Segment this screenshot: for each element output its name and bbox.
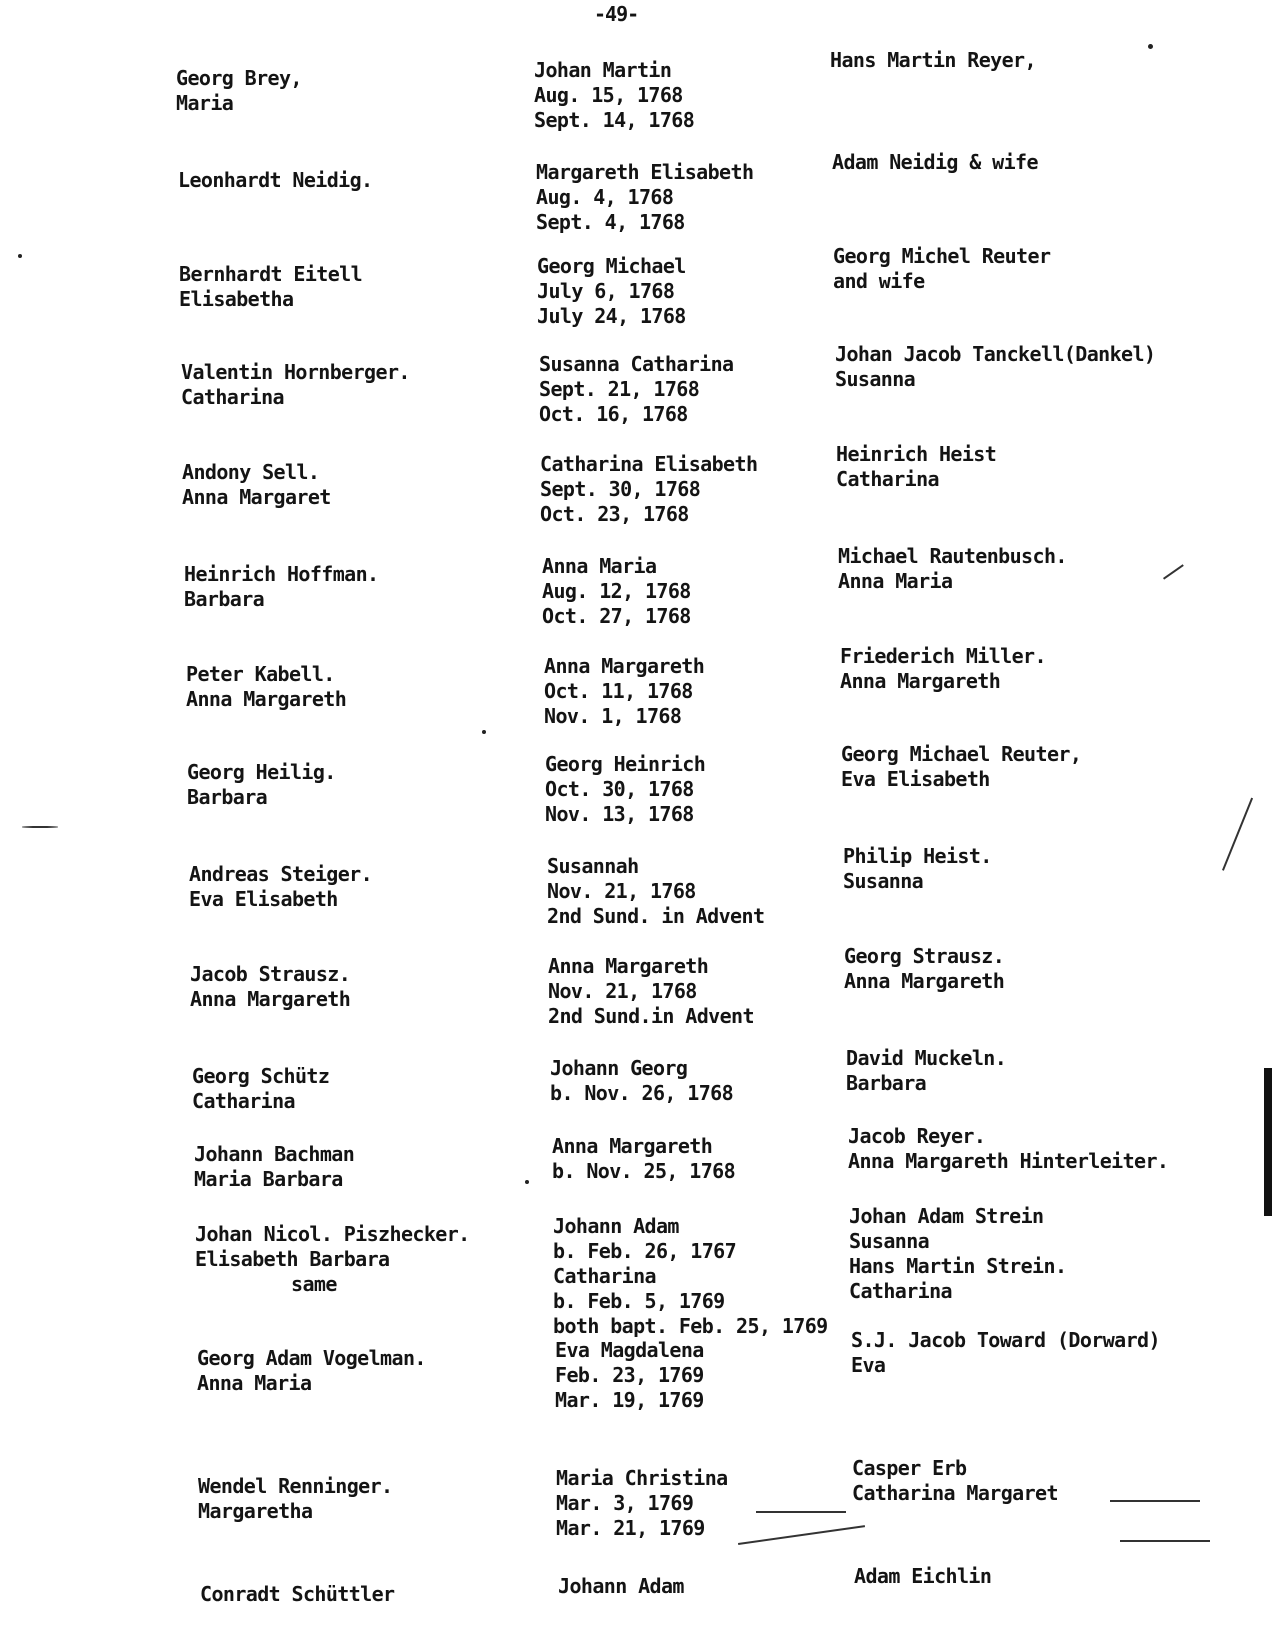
parent-name: Barbara: [187, 785, 268, 809]
sponsor-name: Friederich Miller.: [840, 644, 1046, 668]
sponsors-cell: [841, 742, 1081, 792]
scan-speck: [525, 1180, 529, 1184]
page-number: -49-: [594, 2, 639, 26]
child-cell: [558, 1574, 684, 1599]
child-line: July 24, 1768: [537, 304, 686, 328]
sponsors-cell: [835, 342, 1155, 392]
parent-name: Bernhardt Eitell: [179, 262, 363, 286]
child-line: both bapt. Feb. 25, 1769: [553, 1314, 828, 1338]
connector-line: [1120, 1540, 1210, 1542]
child-line: Sept. 14, 1768: [534, 108, 695, 132]
parent-name: Anna Margareth: [190, 987, 351, 1011]
parents-cell: [187, 760, 336, 810]
parent-name: Georg Brey,: [176, 66, 302, 90]
sponsor-name: Heinrich Heist: [836, 442, 997, 466]
scan-speck: [1148, 44, 1153, 49]
sponsor-name: Georg Michael Reuter,: [841, 742, 1082, 766]
sponsor-name: Hans Martin Reyer,: [830, 48, 1036, 72]
child-line: Johann Adam: [553, 1214, 679, 1238]
parent-name: Georg Adam Vogelman.: [197, 1346, 426, 1370]
child-line: Margareth Elisabeth: [536, 160, 754, 184]
scan-stroke: [22, 826, 58, 828]
parent-name: Anna Margareth: [186, 687, 347, 711]
parent-name: Barbara: [184, 587, 265, 611]
scan-edge-mark: [1264, 1068, 1272, 1216]
parent-name: Catharina: [181, 385, 284, 409]
child-line: Feb. 23, 1769: [555, 1363, 704, 1387]
sponsors-cell: [836, 442, 996, 492]
parent-name: Eva Elisabeth: [189, 887, 338, 911]
child-line: Catharina: [553, 1264, 656, 1288]
scan-stroke: [1163, 564, 1184, 579]
sponsor-name: David Muckeln.: [846, 1046, 1007, 1070]
parent-name: Catharina: [192, 1089, 295, 1113]
child-cell: [540, 452, 757, 527]
sponsor-name: and wife: [833, 269, 925, 293]
parent-name: Margaretha: [198, 1499, 313, 1523]
child-line: Catharina Elisabeth: [540, 452, 758, 476]
child-line: Anna Maria: [542, 554, 657, 578]
child-line: Anna Margareth: [544, 654, 705, 678]
parent-name: Peter Kabell.: [186, 662, 335, 686]
parent-name: Anna Maria: [197, 1371, 312, 1395]
sponsor-name: Michael Rautenbusch.: [838, 544, 1067, 568]
child-line: Nov. 1, 1768: [544, 704, 682, 728]
child-line: Nov. 21, 1768: [547, 879, 696, 903]
sponsor-name: Eva: [851, 1353, 886, 1377]
child-line: 2nd Sund.in Advent: [548, 1004, 754, 1028]
child-line: b. Feb. 5, 1769: [553, 1289, 725, 1313]
child-cell: [545, 752, 705, 827]
sponsor-name: Anna Margareth: [840, 669, 1001, 693]
parents-cell: [179, 262, 362, 312]
child-line: Aug. 12, 1768: [542, 579, 691, 603]
sponsors-cell: [832, 150, 1038, 175]
parent-name: Andony Sell.: [182, 460, 320, 484]
child-line: Oct. 16, 1768: [539, 402, 688, 426]
child-line: Sept. 30, 1768: [540, 477, 701, 501]
child-line: b. Nov. 25, 1768: [552, 1159, 736, 1183]
child-line: Eva Magdalena: [555, 1338, 704, 1362]
parent-name: Maria Barbara: [194, 1167, 343, 1191]
parent-name: Elisabetha: [179, 287, 294, 311]
sponsor-name: Catharina: [849, 1279, 952, 1303]
sponsors-cell: [838, 544, 1067, 594]
parent-name: Andreas Steiger.: [189, 862, 373, 886]
parents-cell: [194, 1142, 354, 1192]
parents-cell: [190, 962, 350, 1012]
parent-name: Conradt Schüttler: [200, 1582, 395, 1606]
sponsor-name: Barbara: [846, 1071, 927, 1095]
parents-cell: [181, 360, 410, 410]
child-cell: [534, 58, 694, 133]
sponsor-name: Eva Elisabeth: [841, 767, 990, 791]
child-line: Mar. 3, 1769: [556, 1491, 694, 1515]
parents-cell: [200, 1582, 395, 1607]
sponsor-name: Anna Maria: [838, 569, 953, 593]
parent-name: Georg Schütz: [192, 1064, 330, 1088]
sponsor-name: Anna Margareth: [844, 969, 1005, 993]
parents-cell: [198, 1474, 393, 1524]
sponsor-name: Catharina Margaret: [852, 1481, 1058, 1505]
parents-cell: [189, 862, 372, 912]
sponsors-cell: [844, 944, 1004, 994]
connector-line: [738, 1525, 865, 1544]
sponsor-name: Georg Michel Reuter: [833, 244, 1051, 268]
parent-name: Johan Nicol. Piszhecker.: [195, 1222, 470, 1246]
parent-name: same: [291, 1272, 337, 1296]
child-line: 2nd Sund. in Advent: [547, 904, 765, 928]
child-cell: [548, 954, 754, 1029]
connector-line: [1110, 1500, 1200, 1502]
parent-name: Valentin Hornberger.: [181, 360, 410, 384]
parents-cell: [178, 168, 373, 193]
child-line: July 6, 1768: [537, 279, 675, 303]
connector-line: [756, 1511, 846, 1513]
child-line: Johan Martin: [534, 58, 672, 82]
sponsors-cell: [843, 844, 992, 894]
scan-speck: [482, 730, 486, 734]
sponsor-name: Adam Eichlin: [854, 1564, 992, 1588]
parents-cell: [186, 662, 346, 712]
child-line: Oct. 23, 1768: [540, 502, 689, 526]
child-line: b. Nov. 26, 1768: [550, 1081, 734, 1105]
child-line: Nov. 13, 1768: [545, 802, 694, 826]
parent-name: Jacob Strausz.: [190, 962, 351, 986]
parents-cell: [197, 1346, 426, 1396]
sponsors-cell: [833, 244, 1050, 294]
child-cell: [556, 1466, 728, 1541]
child-line: Susanna Catharina: [539, 352, 734, 376]
sponsors-cell: [830, 48, 1036, 73]
child-cell: [537, 254, 686, 329]
parent-name: Leonhardt Neidig.: [178, 168, 373, 192]
sponsor-name: Johan Adam Strein: [849, 1204, 1044, 1228]
child-line: Johann Adam: [558, 1574, 684, 1598]
child-line: Sept. 21, 1768: [539, 377, 700, 401]
child-cell: [552, 1134, 735, 1184]
sponsor-name: Georg Strausz.: [844, 944, 1005, 968]
sponsors-cell: [854, 1564, 991, 1589]
child-cell: [544, 654, 704, 729]
sponsors-cell: [849, 1204, 1066, 1304]
sponsor-name: Catharina: [836, 467, 939, 491]
child-line: Sept. 4, 1768: [536, 210, 685, 234]
scan-stroke: [1222, 798, 1253, 871]
sponsor-name: Johan Jacob Tanckell(Dankel): [835, 342, 1156, 366]
child-cell: [553, 1214, 828, 1339]
child-cell: [536, 160, 753, 235]
parent-name: Georg Heilig.: [187, 760, 336, 784]
child-line: b. Feb. 26, 1767: [553, 1239, 737, 1263]
scan-speck: [18, 254, 22, 258]
sponsor-name: Casper Erb: [852, 1456, 967, 1480]
child-line: Anna Margareth: [548, 954, 709, 978]
child-line: Johann Georg: [550, 1056, 688, 1080]
child-line: Maria Christina: [556, 1466, 728, 1490]
parent-name: Wendel Renninger.: [198, 1474, 393, 1498]
parent-name: Heinrich Hoffman.: [184, 562, 379, 586]
child-cell: [539, 352, 734, 427]
parents-cell: [182, 460, 331, 510]
sponsors-cell: [840, 644, 1046, 694]
sponsors-cell: [851, 1328, 1160, 1378]
child-line: Mar. 19, 1769: [555, 1388, 704, 1412]
child-line: Anna Margareth: [552, 1134, 713, 1158]
sponsor-name: Susanna: [849, 1229, 930, 1253]
child-cell: [555, 1338, 704, 1413]
parents-cell: [176, 66, 302, 116]
parents-cell: [184, 562, 379, 612]
sponsors-cell: [846, 1046, 1006, 1096]
parent-name: Elisabeth Barbara: [195, 1247, 390, 1271]
parents-cell: [192, 1064, 329, 1114]
sponsor-name: S.J. Jacob Toward (Dorward): [851, 1328, 1160, 1352]
child-line: Oct. 11, 1768: [544, 679, 693, 703]
sponsors-cell: [852, 1456, 1058, 1506]
child-cell: [550, 1056, 733, 1106]
sponsor-name: Susanna: [835, 367, 916, 391]
child-line: Georg Heinrich: [545, 752, 706, 776]
parent-name: Johann Bachman: [194, 1142, 355, 1166]
child-cell: [547, 854, 764, 929]
sponsor-name: Philip Heist.: [843, 844, 992, 868]
sponsors-cell: [848, 1124, 1168, 1174]
child-line: Georg Michael: [537, 254, 686, 278]
sponsor-name: Adam Neidig & wife: [832, 150, 1038, 174]
sponsor-name: Hans Martin Strein.: [849, 1254, 1067, 1278]
child-line: Aug. 15, 1768: [534, 83, 683, 107]
child-line: Oct. 30, 1768: [545, 777, 694, 801]
sponsor-name: Jacob Reyer.: [848, 1124, 986, 1148]
child-line: Nov. 21, 1768: [548, 979, 697, 1003]
sponsor-name: Susanna: [843, 869, 924, 893]
parents-cell: [195, 1222, 470, 1297]
child-line: Aug. 4, 1768: [536, 185, 674, 209]
child-line: Oct. 27, 1768: [542, 604, 691, 628]
child-cell: [542, 554, 691, 629]
parent-name: Maria: [176, 91, 234, 115]
child-line: Susannah: [547, 854, 639, 878]
parent-name: Anna Margaret: [182, 485, 331, 509]
child-line: Mar. 21, 1769: [556, 1516, 705, 1540]
sponsor-name: Anna Margareth Hinterleiter.: [848, 1149, 1169, 1173]
